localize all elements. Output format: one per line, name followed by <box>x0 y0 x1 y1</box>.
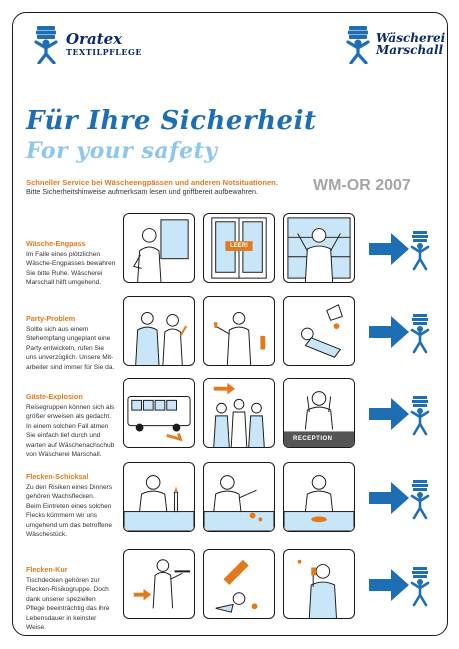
illustration-panel <box>123 378 195 448</box>
tour-bus-illustration <box>124 379 194 447</box>
section-line: warten auf Wäschenachschub <box>26 441 115 449</box>
section-line: arbeiter sind immer für Sie da. <box>26 363 115 371</box>
section-title: Wäsche-Engpass <box>26 239 86 248</box>
illustration-panel <box>283 462 355 532</box>
illustration-panel <box>203 462 275 532</box>
party-people-illustration <box>124 297 194 365</box>
section-line: uns unverzüglich. Unsere Mit- <box>26 354 114 361</box>
party-mess-illustration <box>284 297 354 365</box>
illustration-panel <box>123 213 195 283</box>
section-line: Flecks kümmern wir uns <box>26 512 98 519</box>
section-line: umgehend um das betroffene <box>26 521 113 529</box>
section-line: Stehempfang ungeplant eine <box>26 335 111 342</box>
call-laundry-arrow-icon <box>369 476 431 520</box>
waiter-tray-illustration <box>124 550 194 618</box>
section-line: Sie bitte Ruhe. Wäscherei <box>26 269 103 277</box>
toast-illustration <box>204 297 274 365</box>
section-title: Flecken-Kur <box>26 565 68 574</box>
section-line: Im Falle eines plötzlichen <box>26 250 101 258</box>
illustration-panel <box>203 378 275 448</box>
panic-shelves-illustration <box>284 214 354 282</box>
section-row-5 <box>26 549 436 631</box>
section-line: Zu den Risiken eines Dinners <box>26 483 113 491</box>
section-text <box>26 239 118 288</box>
section-line: Wäschestück. <box>26 531 68 538</box>
illustration-panel <box>123 296 195 366</box>
illustration-panel <box>123 549 195 619</box>
call-laundry-arrow-icon <box>369 563 431 607</box>
section-text <box>26 392 118 460</box>
empty-label: LEER! <box>230 243 248 249</box>
illustration-panel <box>203 549 275 619</box>
section-line: Party entwickeln, rufen Sie <box>26 344 105 352</box>
crowd-guests-illustration <box>204 379 274 447</box>
section-row-2 <box>26 296 436 371</box>
illustration-panel <box>283 549 355 619</box>
section-line: Flecken-Risikogruppe. Doch <box>26 586 109 593</box>
section-line: Lebensdauer in keinster Weise. <box>26 614 97 631</box>
section-line: gehören Wachsflecken. <box>26 493 95 500</box>
laundry-mascot-icon <box>30 24 64 64</box>
knocked-candle-illustration <box>204 463 274 531</box>
intro-sub: Bitte Sicherheitshinweise aufmerksam lesen und griffbereit aufbewahren. <box>26 187 258 196</box>
section-text <box>26 565 118 633</box>
person-thinking-illustration <box>124 214 194 282</box>
section-line: größer erweisen als gedacht. <box>26 413 112 420</box>
illustration-panel <box>203 296 275 366</box>
section-line: In einem solchen Fall atmen <box>26 422 109 430</box>
section-line: Pflege beeinträchtig das ihre <box>26 605 110 612</box>
oratex-subline: TEXTILPFLEGE <box>66 47 142 57</box>
illustration-panel <box>123 462 195 532</box>
oratex-logo <box>30 24 142 64</box>
spilled-tray-illustration <box>204 550 274 618</box>
wax-stain-illustration <box>284 463 354 531</box>
oratex-name: Oratex <box>66 30 123 48</box>
illustration-panel <box>283 378 355 448</box>
section-row-4 <box>26 462 436 538</box>
illustration-panel <box>203 213 275 283</box>
section-line: Beim Eintreten eines solchen <box>26 502 112 510</box>
title-german: Für Ihre Sicherheit <box>26 106 317 136</box>
call-laundry-arrow-icon <box>369 392 431 436</box>
dinner-candle-illustration <box>124 463 194 531</box>
section-title: Party-Problem <box>26 314 76 323</box>
section-line: Sollte sich aus einem <box>26 325 89 333</box>
section-line: dank unserer speziellen <box>26 595 96 603</box>
section-row-1 <box>26 213 436 286</box>
section-line: Sie einfach tief durch und <box>26 432 101 439</box>
marschall-logo <box>342 24 445 64</box>
section-line: Tischdecken gehören zur <box>26 576 100 584</box>
marschall-line1: Wäscherei <box>376 31 446 45</box>
section-line: Wäsche-Engpasses bewahren <box>26 260 116 267</box>
reception-label: RECEPTION <box>293 436 333 442</box>
marschall-line2: Marschall <box>376 43 444 57</box>
call-laundry-arrow-icon <box>369 310 431 354</box>
illustration-panel <box>283 296 355 366</box>
section-text <box>26 472 118 540</box>
section-line: Reisegruppen können sich als <box>26 403 115 411</box>
title-english: For your safety <box>26 138 218 164</box>
section-row-3 <box>26 378 436 458</box>
section-title: Flecken-Schicksal <box>26 472 89 481</box>
section-line: Marschall hilft umgehend. <box>26 279 102 286</box>
call-laundry-arrow-icon <box>369 227 431 271</box>
laundry-mascot-icon <box>342 24 376 64</box>
section-line: von Wäscherei Marschall. <box>26 451 102 458</box>
illustration-panel <box>283 213 355 283</box>
calling-service-illustration <box>284 550 354 618</box>
section-text <box>26 314 118 372</box>
intro-lead: Schneller Service bei Wäscheengpässen und anderen Notsituationen. <box>26 178 278 187</box>
document-code: WM-OR 2007 <box>313 177 411 194</box>
section-title: Gäste-Explosion <box>26 392 83 401</box>
